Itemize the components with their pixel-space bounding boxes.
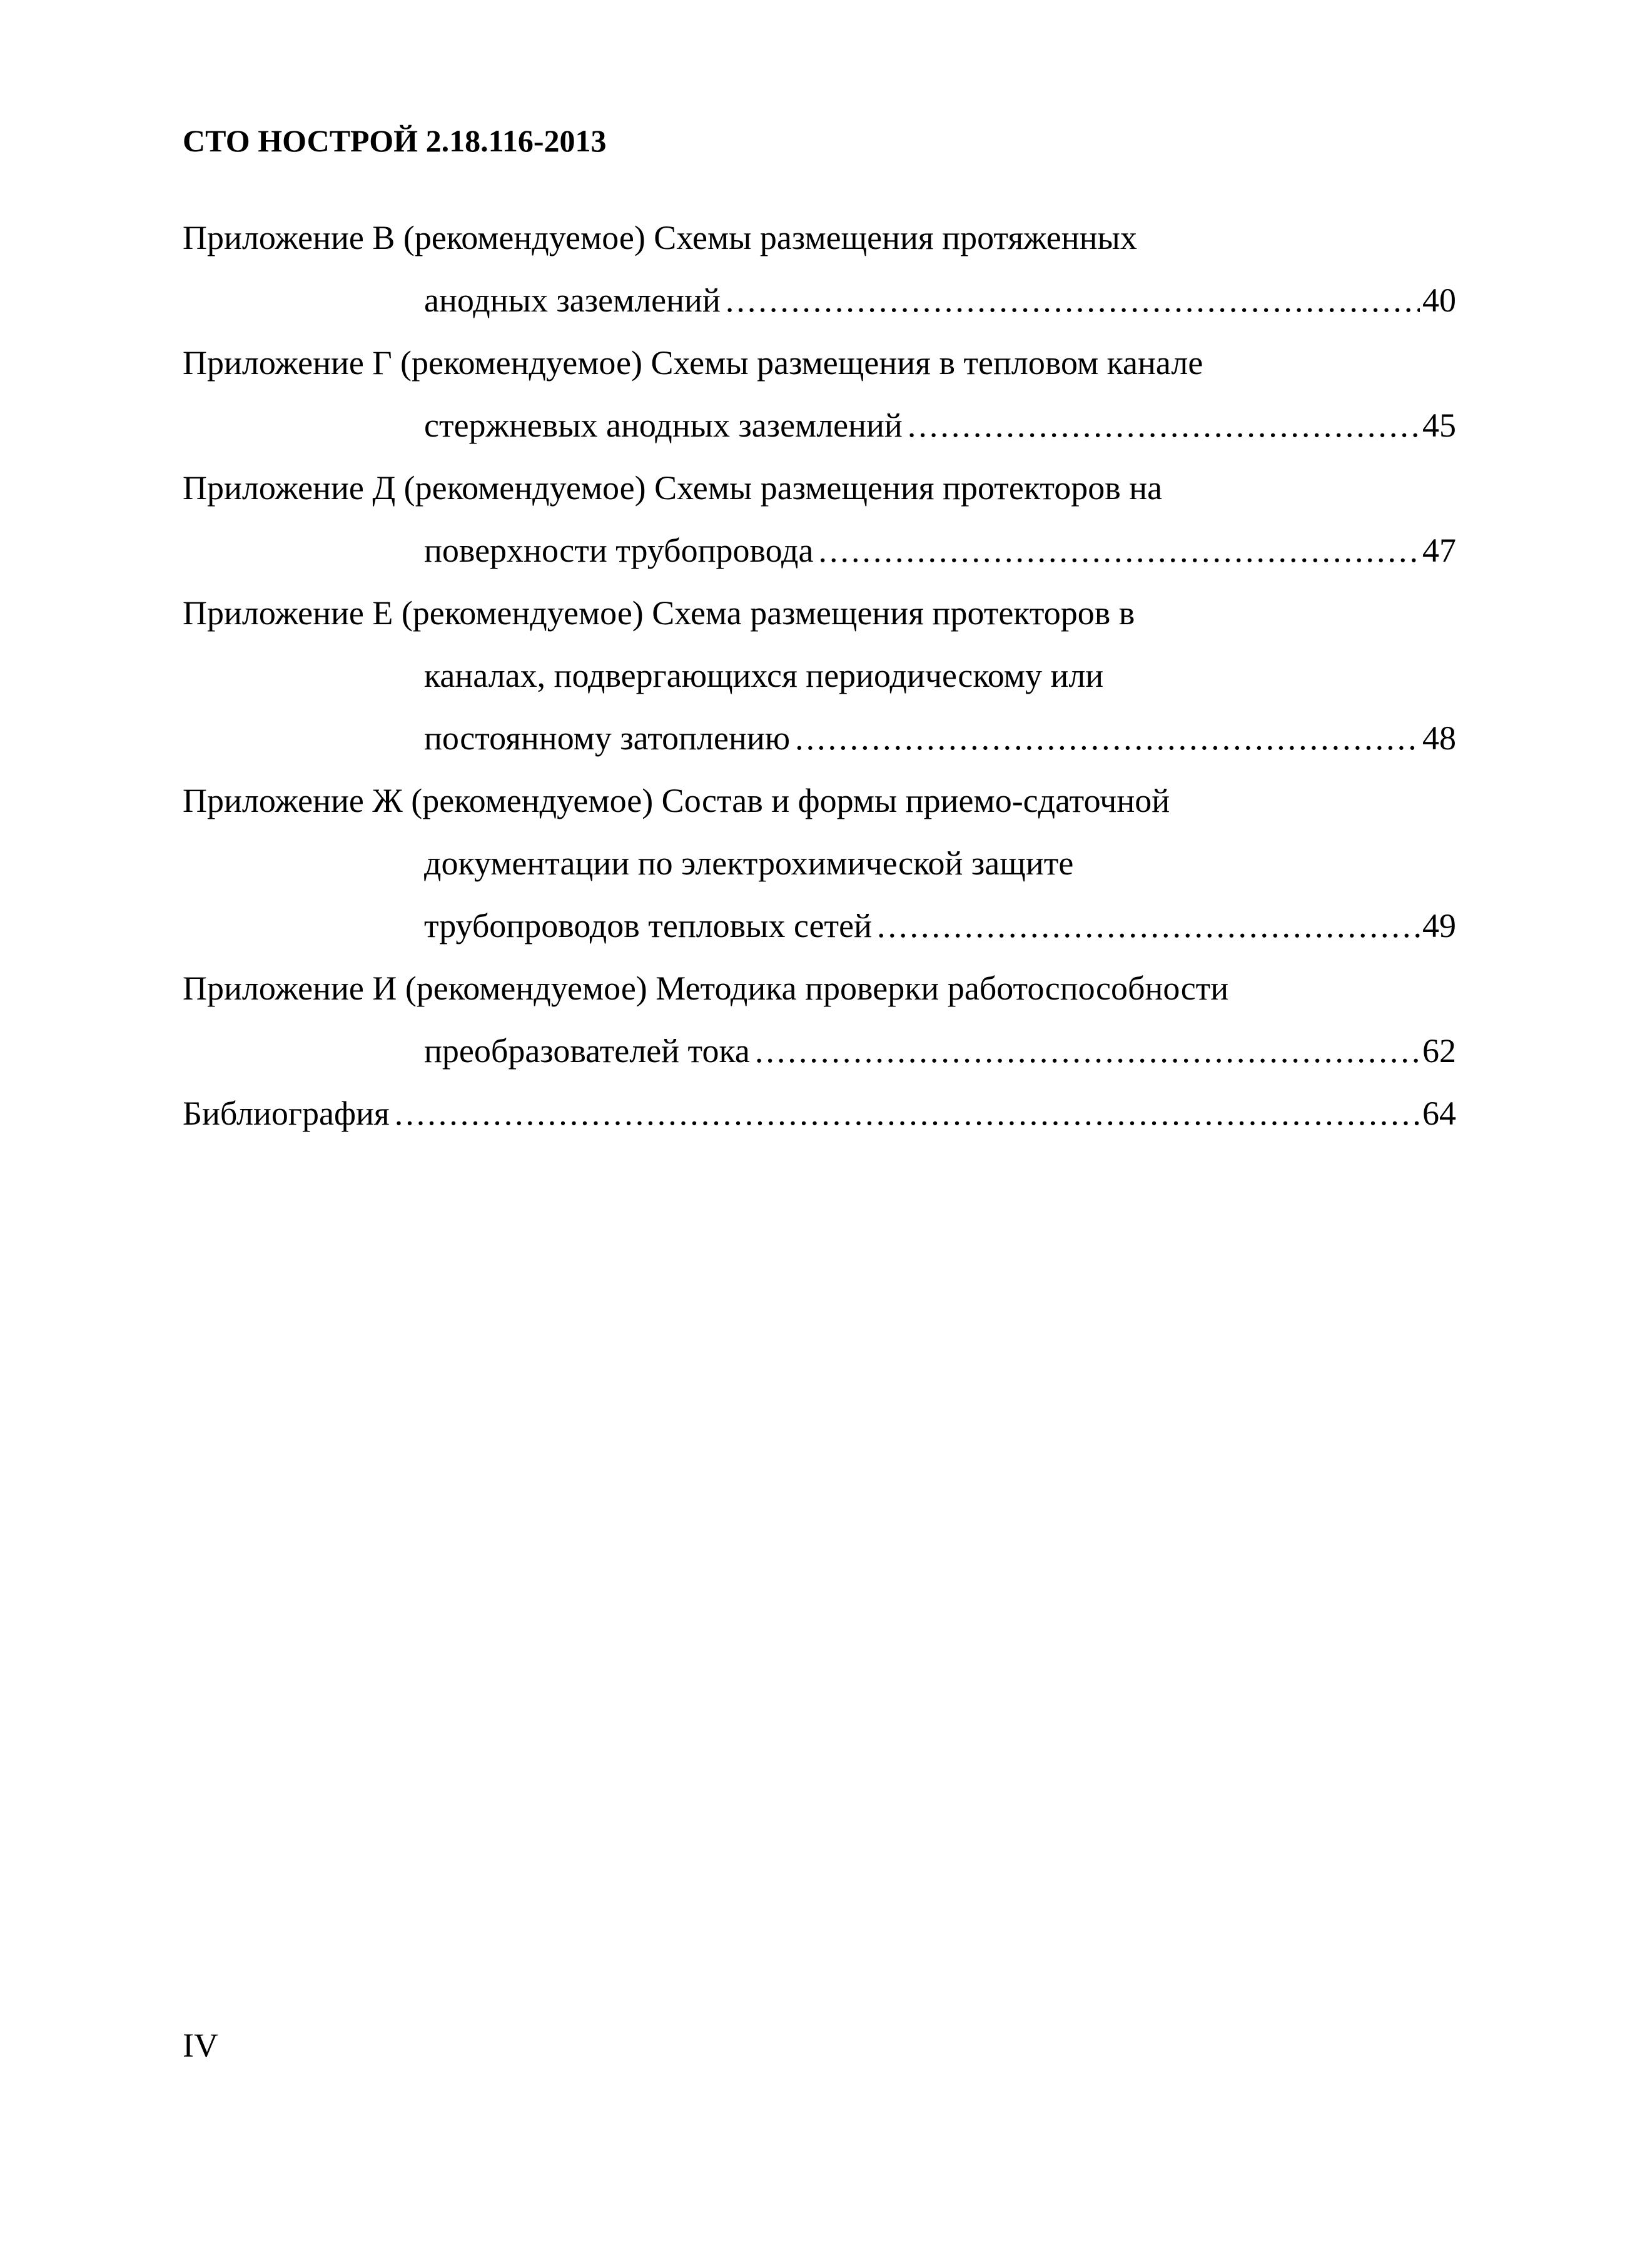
dot-leader bbox=[755, 1020, 1420, 1082]
toc-entry-appendix-v-title: Приложение В (рекомендуемое) Схемы размещения протяженных bbox=[183, 219, 1137, 256]
dot-leader bbox=[395, 1082, 1420, 1145]
toc-entry-appendix-zh[interactable] bbox=[183, 894, 1456, 957]
toc-entry-bibliography[interactable] bbox=[183, 1082, 1456, 1145]
toc-page-number: 47 bbox=[1422, 532, 1456, 569]
dot-leader bbox=[877, 894, 1420, 957]
toc-page-number: 49 bbox=[1422, 907, 1456, 944]
document-code-header: СТО НОСТРОЙ 2.18.116-2013 bbox=[183, 123, 607, 158]
toc-entry-appendix-zh-title-line2: документации по электрохимической защите bbox=[424, 844, 1074, 882]
toc-entry-appendix-e-title-line2: каналах, подвергающихся периодическому или bbox=[424, 657, 1104, 694]
dot-leader bbox=[726, 269, 1420, 332]
toc-entry-appendix-zh-title: Приложение Ж (рекомендуемое) Состав и формы приемо-сдаточной bbox=[183, 782, 1170, 819]
toc-page-number: 62 bbox=[1422, 1032, 1456, 1070]
toc-page-number: 40 bbox=[1422, 281, 1456, 319]
toc-entry-title-continuation: стержневых анодных заземлений bbox=[424, 407, 903, 444]
toc-entry-title-continuation: трубопроводов тепловых сетей bbox=[424, 907, 873, 944]
toc-entry-title-continuation: анодных заземлений bbox=[424, 281, 721, 319]
toc-entry-appendix-g[interactable] bbox=[183, 394, 1456, 457]
toc-entry-appendix-d[interactable] bbox=[183, 519, 1456, 582]
toc-entry-appendix-i[interactable] bbox=[183, 1020, 1456, 1082]
toc-page-number: 45 bbox=[1422, 407, 1456, 444]
dot-leader bbox=[908, 394, 1420, 457]
dot-leader bbox=[795, 707, 1420, 769]
toc-entry-appendix-v[interactable] bbox=[183, 269, 1456, 332]
toc-page-number: 48 bbox=[1422, 719, 1456, 757]
dot-leader bbox=[818, 519, 1420, 582]
toc-page-number: 64 bbox=[1422, 1095, 1456, 1132]
page-number: IV bbox=[183, 2027, 218, 2064]
toc-entry-title-continuation: поверхности трубопровода bbox=[424, 532, 814, 569]
toc-entry-title-continuation: преобразователей тока bbox=[424, 1032, 750, 1070]
toc-entry-title: Библиография bbox=[183, 1095, 390, 1132]
toc-entry-appendix-i-title: Приложение И (рекомендуемое) Методика проверки работоспособности bbox=[183, 969, 1229, 1007]
toc-entry-appendix-e-title: Приложение Е (рекомендуемое) Схема размещения протекторов в bbox=[183, 594, 1135, 632]
toc-entry-appendix-e[interactable] bbox=[183, 707, 1456, 769]
toc-entry-appendix-g-title: Приложение Г (рекомендуемое) Схемы размещения в тепловом канале bbox=[183, 344, 1203, 382]
table-of-contents bbox=[183, 206, 1456, 1145]
toc-entry-title-continuation: постоянному затоплению bbox=[424, 719, 791, 757]
toc-entry-appendix-d-title: Приложение Д (рекомендуемое) Схемы размещения протекторов на bbox=[183, 469, 1163, 507]
